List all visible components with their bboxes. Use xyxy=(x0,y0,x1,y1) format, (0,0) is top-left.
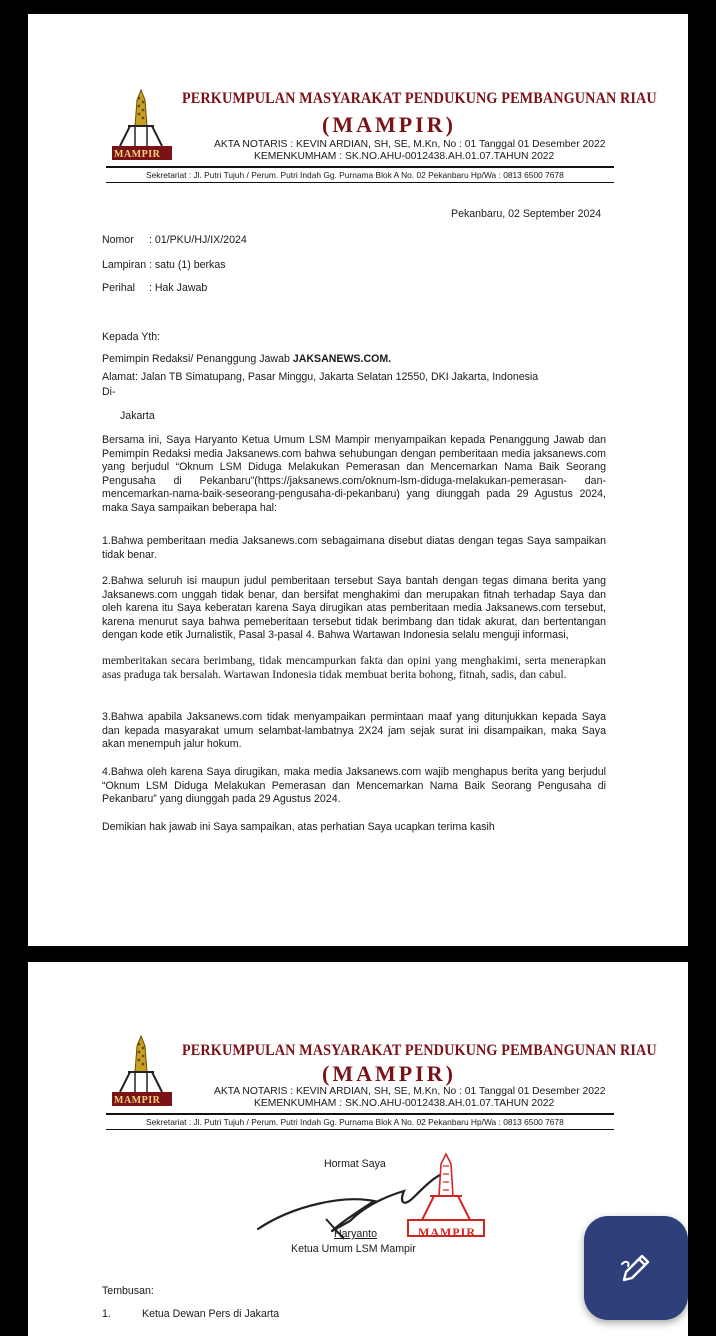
lampiran-label: Lampiran xyxy=(102,259,147,271)
org-name: PERKUMPULAN MASYARAKAT PENDUKUNG PEMBANGUNAN RIAU xyxy=(182,1042,657,1059)
edit-pen-icon xyxy=(618,1250,654,1286)
ministry-line: KEMENKUMHAM : SK.NO.AHU-0012438.AH.01.07.TAHUN 2022 xyxy=(254,1098,555,1109)
point-4: 4.Bahwa oleh karena Saya dirugikan, maka media Jaksanews.com wajib menghapus berita yang berjudul “Oknum LSM Diduga Melakukan Pemerasan dan Mencemarkan Nama Baik Seorang Pengusaha di Pekanbaru” yang diunggah pada 29 Agustus 2024. xyxy=(102,766,606,806)
org-abbreviation: (MAMPIR) xyxy=(322,112,456,137)
notary-line: AKTA NOTARIS : KEVIN ARDIAN, SH, SE, M.Kn, No : 01 Tanggal 01 Desember 2022 xyxy=(214,1086,606,1097)
lampiran-value: : satu (1) berkas xyxy=(149,259,226,271)
letterhead-rule xyxy=(106,1113,614,1115)
di-line: Di- xyxy=(102,386,116,398)
perihal-label: Perihal xyxy=(102,282,135,294)
edit-fab-button[interactable] xyxy=(584,1216,688,1320)
nomor-value: : 01/PKU/HJ/IX/2024 xyxy=(149,234,247,246)
point-3: 3.Bahwa apabila Jaksanews.com tidak menyampaikan permintaan maaf yang ditunjukkan kepada Saya dan kepada masyarakat umum selambat-lambatnya 2X24 jam sejak surat ini disampaikan, maka Saya akan menempuh jalur hokum. xyxy=(102,711,606,751)
signer-name: Haryanto xyxy=(334,1228,377,1240)
stamp-text: MAMPIR xyxy=(418,1225,476,1239)
letter-page-1 xyxy=(28,14,688,946)
letterhead-rule-bottom xyxy=(106,182,614,183)
cc-item-text: Ketua Dewan Pers di Jakarta xyxy=(142,1308,280,1320)
signer-title: Ketua Umum LSM Mampir xyxy=(291,1243,416,1255)
org-name: PERKUMPULAN MASYARAKAT PENDUKUNG PEMBANGUNAN RIAU xyxy=(182,90,657,107)
point-1: 1.Bahwa pemberitaan media Jaksanews.com sebagaimana disebut diatas dengan tegas Saya sampaikan tidak benar. xyxy=(102,535,606,561)
recipient-address: Alamat: Jalan TB Simatupang, Pasar Minggu, Jakarta Selatan 12550, DKI Jakarta, Indonesia xyxy=(102,371,539,383)
notary-line: AKTA NOTARIS : KEVIN ARDIAN, SH, SE, M.Kn, No : 01 Tanggal 01 Desember 2022 xyxy=(214,139,606,150)
point-2-continued: memberitakan secara berimbang, tidak mencampurkan fakta dan opini yang menghakimi, serta menerapkan asas praduga tak bersalah. Wartawan Indonesia tidak membuat berita bohong, fitnah, sadis, dan cabul. xyxy=(102,655,606,681)
secretariat-line: Sekretariat : Jl. Putri Tujuh / Perum. Putri Indah Gg. Purnama Blok A No. 02 Pekanbaru Hp/Wa : 0813 6500 7678 xyxy=(146,170,564,180)
city-line: Jakarta xyxy=(120,410,155,422)
letterhead-rule-bottom xyxy=(106,1129,614,1130)
regards: Hormat Saya xyxy=(324,1158,386,1170)
ministry-line: KEMENKUMHAM : SK.NO.AHU-0012438.AH.01.07.TAHUN 2022 xyxy=(254,151,555,162)
place-date: Pekanbaru, 02 September 2024 xyxy=(451,208,602,220)
closing-line: Demikian hak jawab ini Saya sampaikan, atas perhatian Saya ucapkan terima kasih xyxy=(102,821,495,833)
nomor-label: Nomor xyxy=(102,234,134,246)
org-abbreviation: (MAMPIR) xyxy=(322,1061,456,1086)
recipient: Pemimpin Redaksi/ Penanggung Jawab JAKSANEWS.COM. xyxy=(102,353,392,365)
opening-paragraph: Bersama ini, Saya Haryanto Ketua Umum LSM Mampir menyampaikan kepada Penanggung Jawab dan Pemimpin Redaksi media Jaksanews.com bahwa sehubungan dengan pemberitaan media jaksanews.com yang berjudul “Oknum LSM Diduga Melakukan Pemerasan dan Mencemarkan Nama Baik Seorang Pengusaha di Pekanbaru”(https://jaksanews.com/oknum-lsm-diduga-melakukan-pemerasan- dan-mencemarkan-nama-baik-seseorang-pengusaha-di-pekanbaru) yang diunggah pada 29 Agustus 2024, maka Saya sampaikan beberapa hal: xyxy=(102,434,606,514)
kepada: Kepada Yth: xyxy=(102,331,161,343)
logo-text: MAMPIR xyxy=(114,149,161,160)
point-2: 2.Bahwa seluruh isi maupun judul pemberitaan tersebut Saya bantah dengan tegas dimana berita yang Jaksanews.com unggah tidak benar, dan bersifat menghakimi dan merupakan fitnah terhadap Saya dan oleh karena itu Saya keberatan karena Saya dirugikan atas pemberitaan media Jaksanews.com tersebut, karena menurut saya bahwa pemeberitaan tersebut tidak berimbang dan tidak akurat, dan bertentangan dengan kode etik Jurnalistik, Pasal 3-pasal 4. Bahwa Wartawan Indonesia selalu menguji informasi, xyxy=(102,575,606,642)
perihal-value: : Hak Jawab xyxy=(149,282,208,294)
cc-item-number: 1. xyxy=(102,1308,111,1320)
logo-text: MAMPIR xyxy=(114,1095,161,1106)
cc-label: Tembusan: xyxy=(102,1285,154,1297)
secretariat-line: Sekretariat : Jl. Putri Tujuh / Perum. Putri Indah Gg. Purnama Blok A No. 02 Pekanbaru Hp/Wa : 0813 6500 7678 xyxy=(146,1117,564,1127)
letterhead-rule xyxy=(106,166,614,168)
